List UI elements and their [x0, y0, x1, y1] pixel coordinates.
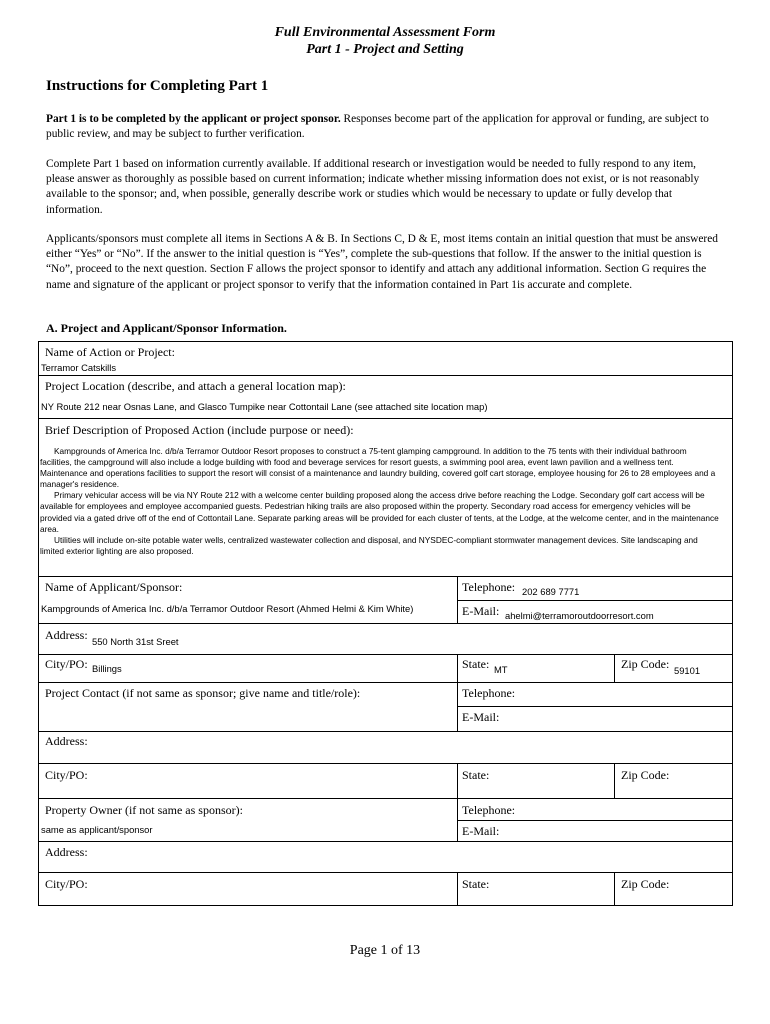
applicant-zip-label: Zip Code:	[621, 657, 670, 671]
contact-address-label: Address:	[45, 734, 88, 748]
description-paragraph: Kampgrounds of America Inc. d/b/a Terramor Outdoor Resort proposes to construct a 75-tent glamping campground. In addition to the 75 tents with their individual bathroom facilities, the campground will also include a lodge building with food and beverage services for resort guests, a swimming pool area, event lawn pavilion and a wellness tent. Maintenance and operations facilities to support the resort will consist of a maintenance and laundry building, covered golf cart storage, employee housing for 26 to 28 employees and a manager's residence.	[40, 446, 716, 490]
row-divider	[38, 418, 733, 419]
instructions-paragraph-2: Complete Part 1 based on information currently available. If additional research or investigation would be needed to fully respond to any item, please answer as thoroughly as possible based on current information; indicate whether missing information does not exist, or is not reasonably available to the sponsor; and, when possible, generally describe work or studies which would be necessary to update or fully develop that information.	[46, 158, 700, 216]
column-divider	[614, 763, 615, 798]
applicant-address-label: Address:	[45, 628, 88, 642]
row-divider	[457, 820, 733, 821]
owner-address-label: Address:	[45, 845, 88, 859]
column-divider	[614, 872, 615, 906]
applicant-city-label: City/PO:	[45, 657, 88, 671]
name-of-action-field[interactable]: Terramor Catskills	[41, 362, 117, 373]
section-a-heading: A. Project and Applicant/Sponsor Information.	[46, 321, 287, 335]
owner-zip-label: Zip Code:	[621, 877, 670, 891]
instructions-paragraph-3: Applicants/sponsors must complete all items in Sections A & B. In Sections C, D & E, most items contain an initial question that must be answered either “Yes” or “No”. If the answer to the initial question is “Yes”, complete the sub-questions that follow. If the answer to the initial question is “No”, proceed to the next question. Section F allows the project sponsor to identify and attach any additional information. Section G requires the name and signature of the applicant or project sponsor to verify that the information contained in Part 1is accurate and complete.	[46, 233, 718, 291]
instructions-paragraph-1-text: Responses become part of the application for approval or funding, are subject to public review, and may be subject to further verification.	[46, 113, 709, 141]
description-paragraph: Utilities will include on-site potable water wells, centralized wastewater collection and disposal, and NYSDEC-compliant stormwater management devices. Site landscaping and limited exterior lighting are also proposed.	[40, 534, 698, 556]
instructions-heading: Instructions for Completing Part 1	[46, 78, 269, 94]
column-divider	[457, 576, 458, 623]
applicant-state-field[interactable]: MT	[494, 664, 508, 675]
form-title: Full Environmental Assessment Form	[274, 25, 496, 40]
applicant-address-field[interactable]: 550 North 31st Sreet	[92, 636, 179, 647]
applicant-email-label: E-Mail:	[462, 604, 500, 618]
row-divider	[38, 654, 733, 655]
brief-description-field[interactable]	[40, 446, 720, 557]
owner-state-label: State:	[462, 877, 490, 891]
applicant-zip-field[interactable]: 59101	[674, 665, 701, 676]
contact-state-label: State:	[462, 768, 490, 782]
column-divider	[614, 654, 615, 682]
row-divider	[38, 576, 733, 577]
contact-zip-label: Zip Code:	[621, 768, 670, 782]
column-divider	[457, 763, 458, 841]
row-divider	[38, 623, 733, 624]
applicant-telephone-label: Telephone:	[462, 580, 516, 594]
property-owner-label: Property Owner (if not same as sponsor):	[45, 803, 243, 817]
contact-city-label: City/PO:	[45, 768, 88, 782]
instructions-paragraph-1-bold: Part 1 is to be completed by the applicant or project sponsor.	[46, 113, 341, 125]
owner-telephone-label: Telephone:	[462, 803, 516, 817]
column-divider	[457, 654, 458, 731]
row-divider	[38, 841, 733, 842]
row-divider	[38, 375, 733, 376]
brief-description-label: Brief Description of Proposed Action (include purpose or need):	[45, 423, 354, 437]
applicant-city-field[interactable]: Billings	[92, 663, 122, 674]
row-divider	[457, 706, 733, 707]
column-divider	[457, 872, 458, 906]
page-number: Page 1 of 13	[349, 943, 421, 958]
applicant-state-label: State:	[462, 657, 490, 671]
applicant-email-field[interactable]: ahelmi@terramoroutdoorresort.com	[505, 610, 654, 621]
project-location-field[interactable]: NY Route 212 near Osnas Lane, and Glasco Tumpike near Cottontail Lane (see attached site location map)	[41, 401, 488, 412]
name-of-action-label: Name of Action or Project:	[45, 345, 175, 359]
row-divider	[38, 872, 733, 873]
project-contact-label: Project Contact (if not same as sponsor; give name and title/role):	[45, 686, 361, 700]
applicant-name-label: Name of Applicant/Sponsor:	[45, 580, 183, 594]
owner-email-label: E-Mail:	[462, 824, 500, 838]
row-divider	[38, 763, 733, 764]
applicant-name-field[interactable]: Kampgrounds of America Inc. d/b/a Terramor Outdoor Resort (Ahmed Helmi & Kim White)	[41, 603, 414, 614]
row-divider	[38, 682, 733, 683]
applicant-telephone-field[interactable]: 202 689 7771	[522, 586, 580, 597]
property-owner-field[interactable]: same as applicant/sponsor	[41, 824, 153, 835]
owner-city-label: City/PO:	[45, 877, 88, 891]
contact-email-label: E-Mail:	[462, 710, 500, 724]
instructions-paragraph-1	[46, 112, 722, 142]
row-divider	[38, 731, 733, 732]
row-divider	[38, 798, 733, 799]
description-paragraph: Primary vehicular access will be via NY Route 212 with a welcome center building proposed along the access drive before reaching the Lodge. Secondary golf cart access will be available for employees and employee accompanied guests. Pedestrian hiking trails are also proposed within the property. Secondary road access for emergency vehicles will be provided via a gated drive off of the end of Cottontail Lane. Separate parking areas will be provided for each cluster of tents, at the Lodge, at the welcome center, and in the maintenance area.	[40, 490, 719, 534]
project-location-label: Project Location (describe, and attach a general location map):	[45, 379, 346, 393]
row-divider	[457, 600, 733, 601]
form-subtitle: Part 1 - Project and Setting	[306, 42, 464, 57]
contact-telephone-label: Telephone:	[462, 686, 516, 700]
